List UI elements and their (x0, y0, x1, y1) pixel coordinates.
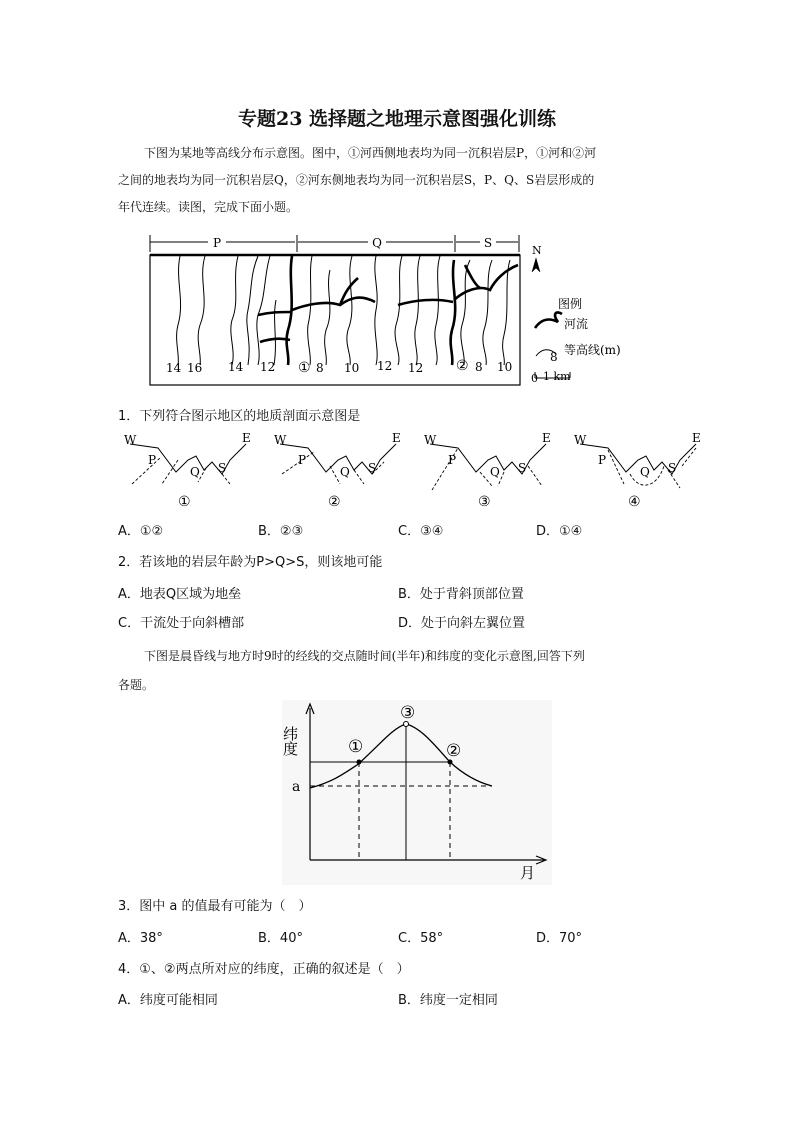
zone-label-p: P (212, 236, 222, 250)
contour-map (140, 230, 621, 390)
scale-unit: 1 km (543, 370, 571, 383)
q4-option-b[interactable]: B．纬度一定相同 (398, 993, 498, 1008)
profile-boundary (222, 474, 230, 484)
profile-layer-label: S (368, 461, 377, 475)
profile-2 (274, 431, 401, 510)
profile-boundary (354, 470, 364, 484)
scale-zero: 0 (531, 372, 538, 385)
profile-east-label: E (692, 431, 701, 445)
north-arrow-icon (532, 258, 540, 272)
profile-boundary (330, 466, 340, 484)
profile-layer-label: Q (490, 465, 500, 479)
contour-label: 8 (316, 361, 324, 375)
profile-4 (574, 431, 701, 510)
profile-layer-label: P (148, 453, 157, 467)
profile-number-label: ③ (478, 494, 491, 510)
contour-label: 8 (475, 360, 483, 374)
profile-layer-label: S (218, 461, 227, 475)
intro1-line2: 之间的地表均为同一沉积岩层Q，②河东侧地表均为同一沉积岩层S，P、Q、S岩层形成的 (118, 173, 595, 187)
contour-label: 14 (228, 360, 244, 374)
graph-a-label: a (292, 779, 301, 795)
profile-3 (424, 431, 551, 510)
profile-west-label: W (424, 433, 437, 447)
contour-label: 12 (408, 361, 424, 375)
profile-number-label: ② (328, 494, 341, 510)
q4-stem: 4．①、②两点所对应的纬度，正确的叙述是（ ） (118, 962, 410, 977)
intro1-line3: 年代连续。读图，完成下面小题。 (118, 200, 299, 214)
profile-layer-label: P (448, 453, 457, 467)
contour-label: 12 (260, 360, 276, 374)
point-1-label: ① (348, 737, 364, 757)
point-2-label: ② (446, 741, 462, 761)
legend-river-label: 河流 (564, 317, 589, 331)
contour-label: 10 (344, 361, 360, 375)
zone-label-s: S (483, 236, 493, 250)
q3-stem: 3．图中 a 的值最有可能为（ ） (118, 899, 312, 914)
contour-label: 12 (377, 359, 393, 373)
contour-label: 16 (187, 361, 203, 375)
contour-label: 10 (497, 360, 513, 374)
q2-option-b[interactable]: B．处于背斜顶部位置 (398, 587, 524, 602)
graph-xlabel: 月 (520, 864, 536, 882)
profile-layer-label: S (518, 461, 527, 475)
q3-option-b[interactable]: B．40° (258, 931, 303, 946)
legend-contour-value: 8 (550, 350, 558, 364)
graph-ylabel: 纬度 (281, 726, 299, 756)
profile-west-label: W (274, 433, 287, 447)
profile-layer-label: P (298, 453, 307, 467)
profile-east-label: E (242, 431, 251, 445)
profile-east-label: E (392, 431, 401, 445)
q3-option-c[interactable]: C．58° (398, 931, 444, 946)
point-1-marker (357, 760, 362, 765)
latitude-graph (282, 700, 552, 885)
q3-option-a[interactable]: A．38° (118, 931, 163, 946)
q2-stem: 2．若该地的岩层年龄为P>Q>S，则该地可能 (118, 555, 383, 570)
q4-option-a[interactable]: A．纬度可能相同 (118, 993, 218, 1008)
profile-west-label: W (124, 433, 137, 447)
legend-title: 图例 (558, 297, 583, 311)
q1-option-b[interactable]: B．②③ (258, 524, 304, 539)
profile-1 (124, 431, 251, 510)
q3-option-d[interactable]: D．70° (536, 931, 583, 946)
q1-stem: 1．下列符合图示地区的地质剖面示意图是 (118, 409, 361, 424)
profile-boundary (528, 466, 542, 486)
profile-layer-label: Q (340, 465, 350, 479)
profile-west-label: W (574, 433, 587, 447)
point-3-label: ③ (400, 703, 416, 723)
profile-east-label: E (542, 431, 551, 445)
profile-layer-label: S (668, 461, 677, 475)
q1-option-d[interactable]: D．①④ (536, 524, 583, 539)
contour-label: ① (298, 360, 311, 376)
q2-option-a[interactable]: A．地表Q区域为地垒 (118, 587, 242, 602)
intro1-line1: 下图为某地等高线分布示意图。图中，①河西侧地表均为同一沉积岩层P，①河和②河 (144, 146, 597, 160)
q1-option-c[interactable]: C．③④ (398, 524, 444, 539)
north-label: N (532, 244, 542, 257)
profile-boundary (608, 450, 624, 484)
profile-number-label: ① (178, 494, 191, 510)
profile-number-label: ④ (628, 494, 641, 510)
page-title: 专题23 选择题之地理示意图强化训练 (237, 108, 557, 130)
profile-layer-label: Q (640, 465, 650, 479)
profile-layer-label: P (598, 453, 607, 467)
river-legend-icon (535, 312, 562, 328)
profile-layer-label: Q (190, 465, 200, 479)
q1-option-a[interactable]: A．①② (118, 524, 164, 539)
zone-label-q: Q (372, 236, 382, 250)
legend-contour-label: 等高线(m) (564, 343, 621, 357)
contour-label: 14 (166, 361, 182, 375)
intro2-line2: 各题。 (118, 678, 155, 692)
q2-option-d[interactable]: D．处于向斜左翼位置 (398, 616, 526, 631)
contour-label: ② (456, 358, 469, 374)
q2-option-c[interactable]: C．干流处于向斜槽部 (118, 616, 245, 631)
intro2-line1: 下图是晨昏线与地方时9时的经线的交点随时间(半年)和纬度的变化示意图,回答下列 (144, 649, 585, 663)
geologic-profiles (118, 430, 718, 512)
